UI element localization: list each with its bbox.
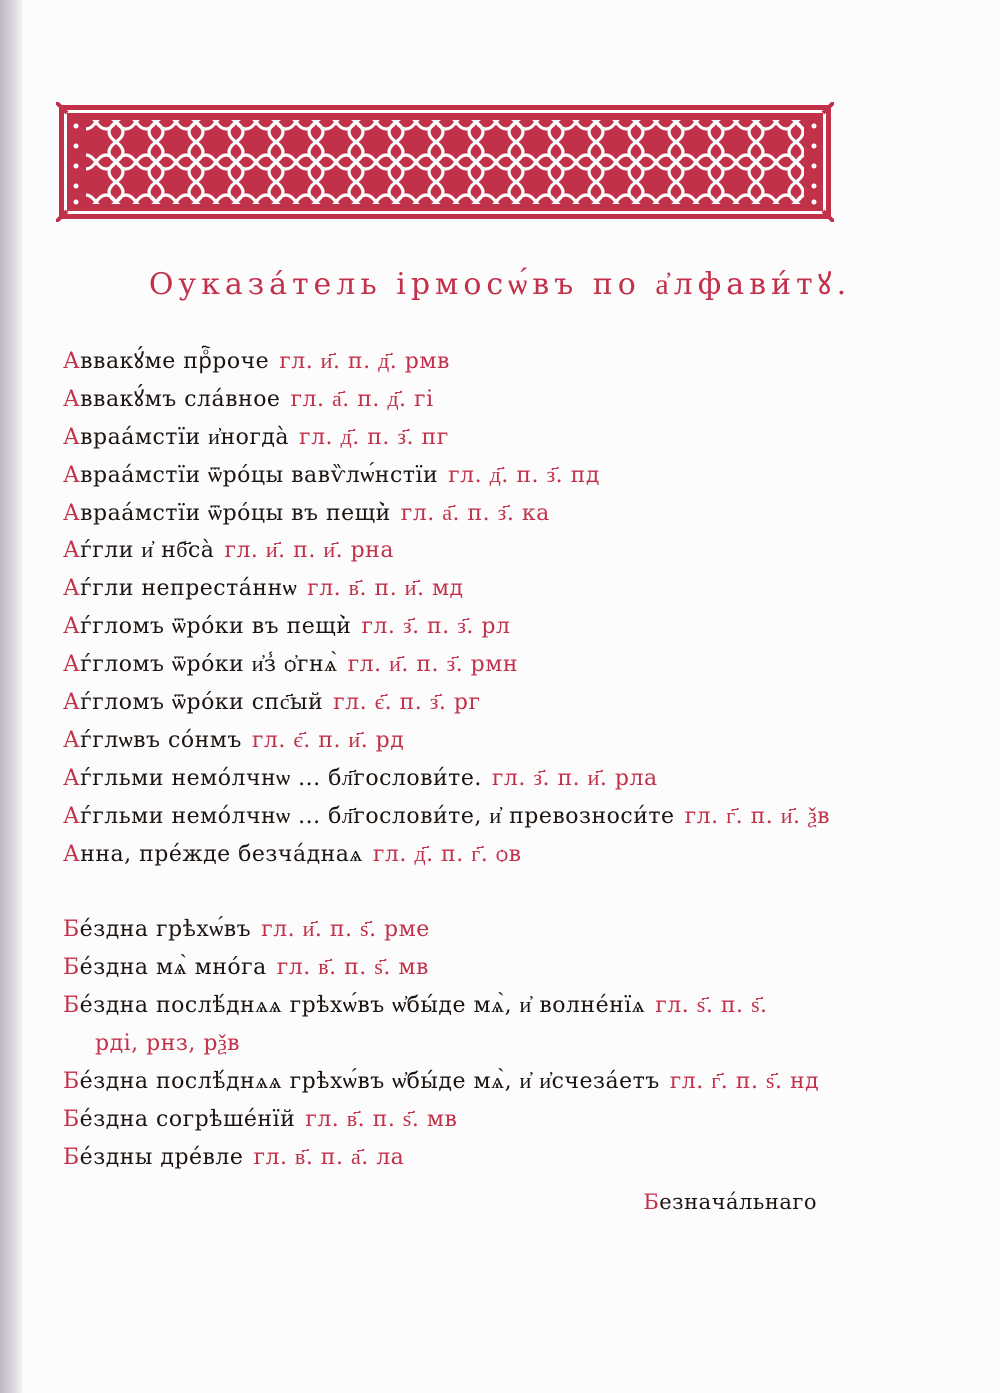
catchword-initial: Б <box>643 1190 660 1214</box>
entry-initial: А <box>63 576 81 602</box>
entry-initial: А <box>63 500 81 526</box>
entry-incipit: ввакꙋ́ме прⷪ҇роче <box>80 349 270 374</box>
entry-initial: А <box>63 727 81 753</box>
entry-reference: гл. а҃. п. з҃. ка <box>400 500 550 526</box>
entry-incipit: ѓгломъ ѿрóки спс҃ый <box>80 690 324 716</box>
entry-initial: А <box>63 538 81 564</box>
entry-incipit: е́здны дре́вле <box>79 1144 244 1170</box>
entry-reference: гл. в҃. п. а҃. ла <box>253 1144 405 1170</box>
entry-initial: Б <box>63 1069 80 1095</box>
entry-incipit: ѓглѡвъ со́нмъ <box>80 727 242 753</box>
section-gap <box>63 873 963 911</box>
index-entry <box>63 722 963 760</box>
index-entry <box>63 495 963 533</box>
entry-incipit: ѓгломъ ѿрóки въ пещи̇̀ <box>80 614 352 640</box>
irmos-index <box>63 343 963 1177</box>
entry-reference: гл. и҃. п. д҃. рмв <box>279 349 450 374</box>
entry-reference: гл. ѕ҃. п. ѕ҃. <box>655 993 768 1019</box>
entry-reference: гл. д҃. п. з҃. пд <box>448 462 600 488</box>
interlace-ornament-headpiece <box>56 102 834 222</box>
entry-initial: А <box>63 690 81 716</box>
entry-incipit: е́здна послѣ́днѧѧ грѣхѡ́въ ѡ҆бы́де мѧ̀, и҆ и҆счеза́етъ <box>79 1069 660 1095</box>
entry-reference: гл. и҃. п. з҃. рмн <box>347 652 519 678</box>
entry-incipit: враа́мстїи ѿрóцы въ пещи̇̀ <box>80 500 391 526</box>
entry-reference: гл. д҃. п. з҃. пг <box>299 424 449 450</box>
entry-reference: гл. в҃. п. и҃. мд <box>307 576 464 602</box>
index-entry <box>63 608 963 646</box>
index-entry <box>63 798 963 836</box>
index-entry <box>63 419 963 457</box>
entry-incipit: враа́мстїи и҆ногда̀ <box>80 424 290 450</box>
entry-initial: Б <box>63 955 80 981</box>
entry-incipit: ѓгльми немо́лчнѡ ... бл҃гослови́те. <box>80 765 482 791</box>
index-entry <box>63 646 963 684</box>
index-entry <box>63 1101 963 1139</box>
entry-incipit: е́здна грѣхѡ́въ <box>79 917 252 943</box>
entry-reference: гл. з҃. п. и҃. рла <box>491 765 658 791</box>
entry-incipit: враа́мстїи ѿрóцы вавѷлѡ́нстїи <box>80 462 439 488</box>
entry-initial: Б <box>63 1106 80 1132</box>
index-entry <box>63 570 963 608</box>
catchword-text: езнача́льнаго <box>659 1190 817 1214</box>
entry-initial: А <box>63 462 81 488</box>
index-entry <box>63 343 963 381</box>
index-entry <box>63 836 963 874</box>
index-entry <box>63 949 963 987</box>
entry-initial: А <box>63 765 81 791</box>
index-entry <box>63 987 963 1063</box>
entry-initial: А <box>63 803 81 829</box>
entry-incipit: ѓгльми немо́лчнѡ ... бл҃гослови́те, и҆ превозноси́те <box>80 803 675 829</box>
index-section-b <box>63 911 963 1176</box>
entry-initial: А <box>63 652 81 678</box>
entry-incipit: ѓгли и҆ нб҃са̀ <box>80 538 215 564</box>
entry-initial: Б <box>63 993 80 1019</box>
catchword <box>643 1190 817 1214</box>
index-entry <box>63 532 963 570</box>
entry-reference: гл. є҃. п. и҃. рд <box>251 727 405 753</box>
entry-initial: Б <box>63 917 80 943</box>
entry-incipit: ввакꙋ́мъ сла́вное <box>80 386 281 412</box>
page-title: Оуказа́тель ірмосѡ́въ по а҆лфави́тꙋ. <box>148 267 852 302</box>
index-entry <box>63 457 963 495</box>
entry-reference: гл. а҃. п. д҃. гі <box>290 386 434 412</box>
entry-initial: А <box>63 424 81 450</box>
entry-reference: гл. в҃. п. ѕ҃. мв <box>305 1106 458 1132</box>
entry-reference: гл. и҃. п. и҃. рна <box>224 538 394 564</box>
index-entry <box>63 684 963 722</box>
entry-incipit: е́здна послѣ́днѧѧ грѣхѡ́въ ѡ҆бы́де мѧ̀, и҆ волне́нїѧ <box>79 993 646 1019</box>
entry-incipit: ѓгломъ ѿрóки и҆з̾ ѻ҆гнѧ̀ <box>80 652 338 678</box>
entry-incipit: нна, пре́жде безча́днаѧ <box>80 841 363 867</box>
entry-initial: А <box>63 386 81 412</box>
entry-incipit: е́здна мѧ̀ мнóга <box>79 955 267 981</box>
entry-initial: А <box>63 349 81 374</box>
entry-reference: гл. д҃. п. г҃. ѻв <box>372 841 522 867</box>
index-entry <box>63 1063 963 1101</box>
index-entry <box>63 911 963 949</box>
entry-reference: гл. з҃. п. з҃. рл <box>361 614 511 640</box>
entry-initial: А <box>63 614 81 640</box>
entry-reference: гл. г҃. п. ѕ҃. нд <box>669 1069 820 1095</box>
index-entry <box>63 760 963 798</box>
index-entry <box>63 1139 963 1177</box>
entry-reference: гл. и҃. п. ѕ҃. рме <box>261 917 430 943</box>
index-entry <box>63 381 963 419</box>
entry-reference-continuation: рді, рнз, рѯв <box>95 1031 241 1057</box>
entry-initial: А <box>63 841 81 867</box>
entry-reference: гл. г҃. п. и҃. ѯв <box>684 803 831 829</box>
book-binding-shadow <box>0 0 22 1393</box>
entry-initial: Б <box>63 1144 80 1170</box>
index-section-a <box>63 343 963 873</box>
entry-reference: гл. є҃. п. з҃. рг <box>333 690 481 716</box>
entry-incipit: е́здна согрѣше́нїй <box>79 1106 296 1132</box>
entry-incipit: ѓгли непреста́ннѡ <box>80 576 298 602</box>
entry-reference: гл. в҃. п. ѕ҃. мв <box>276 955 429 981</box>
